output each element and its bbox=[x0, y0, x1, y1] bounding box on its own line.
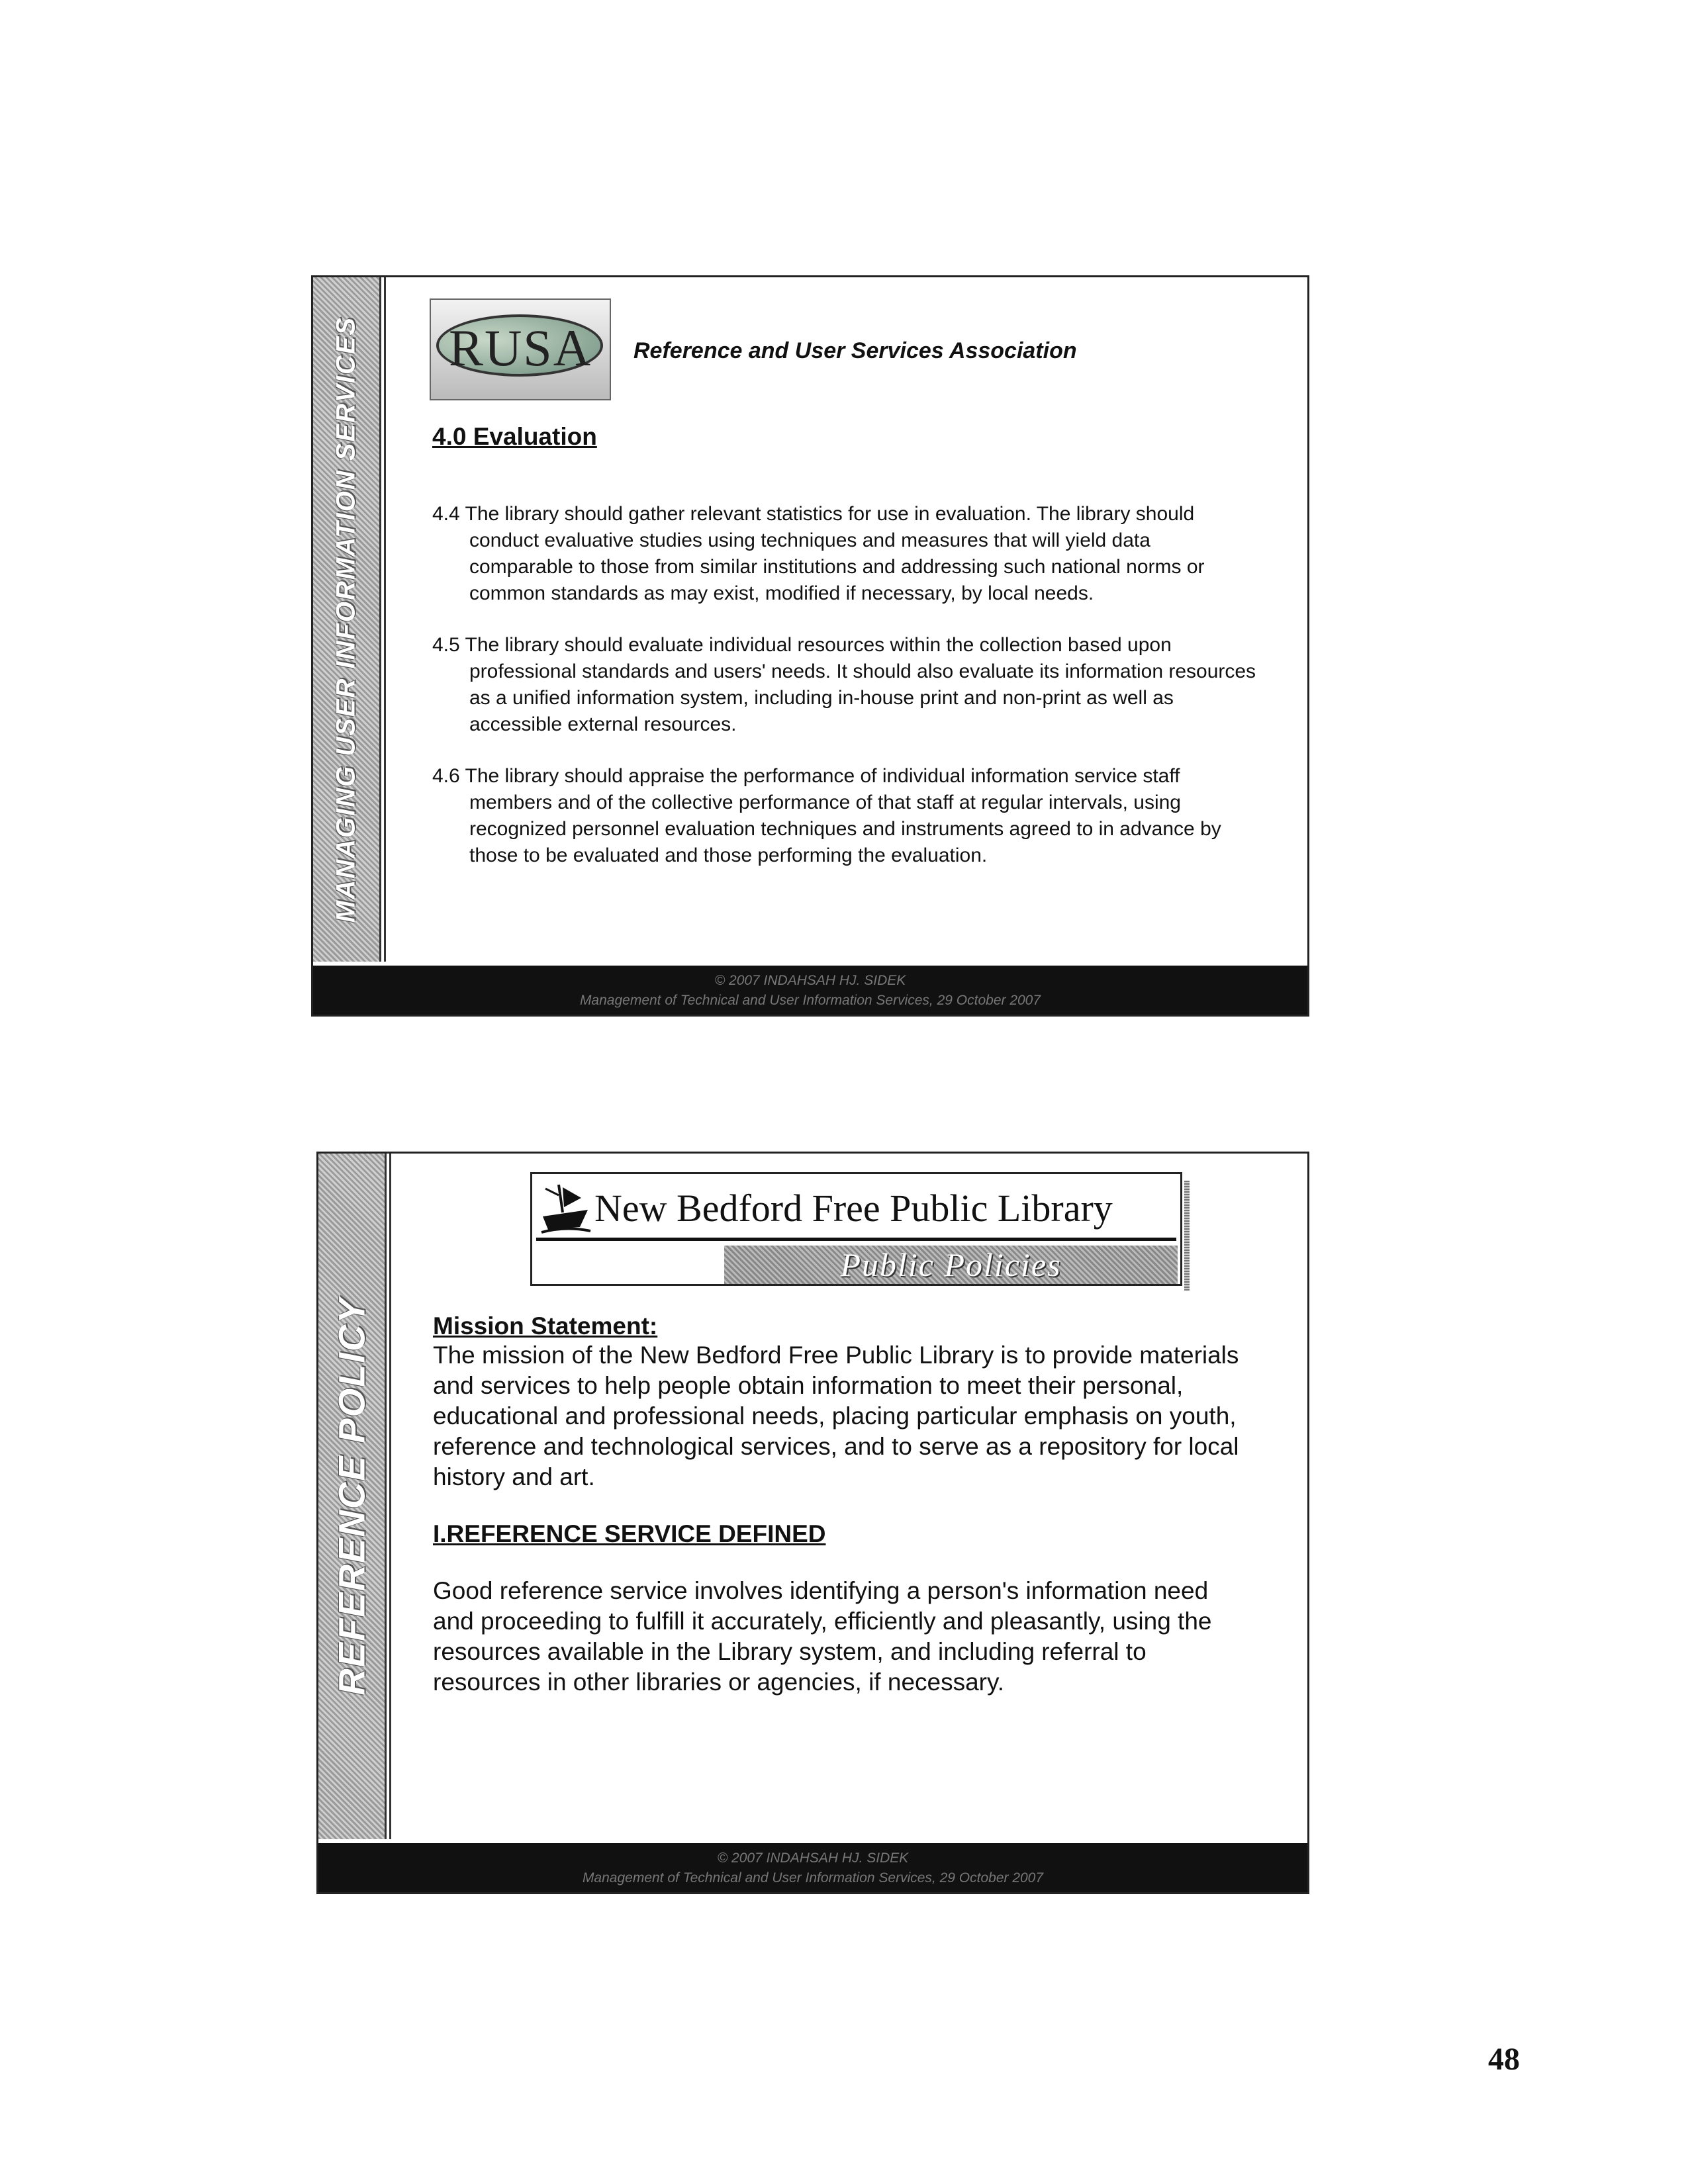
slide-title: Reference and User Services Association bbox=[633, 338, 1077, 363]
footer-copyright: © 2007 INDAHSAH HJ. SIDEK bbox=[714, 973, 906, 988]
rusa-logo-text: RUSA bbox=[448, 319, 592, 377]
library-subtitle: Public Policies bbox=[724, 1246, 1178, 1284]
section-heading: 4.0 Evaluation bbox=[432, 423, 597, 450]
footer-course: Management of Technical and User Information Services, 29 October 2007 bbox=[582, 1870, 1044, 1886]
page-number: 48 bbox=[1488, 2042, 1520, 2077]
evaluation-item: 4.4 The library should gather relevant statistics for use in evaluation. The library should conduct evaluative studies using techniques and measures that will yield data comparable to those from similar institutions and addressing such national norms or common standards as may exist, modified if necessary, by local needs. bbox=[432, 503, 1205, 604]
whaling-ship-icon bbox=[539, 1178, 592, 1238]
section-heading: I.REFERENCE SERVICE DEFINED bbox=[433, 1520, 826, 1547]
slide-reference-policy bbox=[316, 1152, 1309, 1894]
evaluation-item: 4.5 The library should evaluate individual resources within the collection based upon professional standards and users' needs. It should also evaluate its information resources as a unified information system, including in-house print and non-print as well as accessible external resources. bbox=[432, 634, 1256, 735]
header-divider bbox=[536, 1238, 1176, 1241]
slide-sidebar bbox=[313, 277, 381, 962]
slide-sidebar bbox=[318, 1154, 387, 1839]
slide-body bbox=[433, 1312, 1254, 1698]
evaluation-item: 4.6 The library should appraise the performance of individual information service staff members and of the collective performance of that staff at regular intervals, using recognized personnel evaluation techniques and instruments agreed to in advance by those to be evaluated and those performing the evaluation. bbox=[432, 765, 1221, 866]
footer-course: Management of Technical and User Information Services, 29 October 2007 bbox=[579, 993, 1041, 1008]
evaluation-list bbox=[432, 481, 1260, 894]
footer-copyright: © 2007 INDAHSAH HJ. SIDEK bbox=[717, 1850, 909, 1866]
sidebar-label: REFERENCE POLICY bbox=[330, 1297, 373, 1696]
section-text: Good reference service involves identifying a person's information need and proceeding to fulfill it accurately, efficiently and pleasantly, using the resources available in the Library system, and including referral to resources in other libraries or agencies, if necessary. bbox=[433, 1577, 1212, 1696]
slide-rusa-evaluation bbox=[311, 275, 1309, 1017]
library-header bbox=[530, 1172, 1182, 1286]
slide-footer bbox=[318, 1843, 1307, 1892]
library-name: New Bedford Free Public Library bbox=[594, 1187, 1113, 1230]
mission-text: The mission of the New Bedford Free Public Library is to provide materials and services to help people obtain information to meet their personal, educational and professional needs, placing particular emphasis on youth, reference and technological services, and to serve as a repository for local history and art. bbox=[433, 1342, 1239, 1490]
mission-heading: Mission Statement: bbox=[433, 1312, 658, 1340]
rusa-logo bbox=[430, 298, 611, 400]
sidebar-label: MANAGING USER INFORMATION SERVICES bbox=[331, 316, 361, 923]
slide-footer bbox=[313, 966, 1307, 1015]
